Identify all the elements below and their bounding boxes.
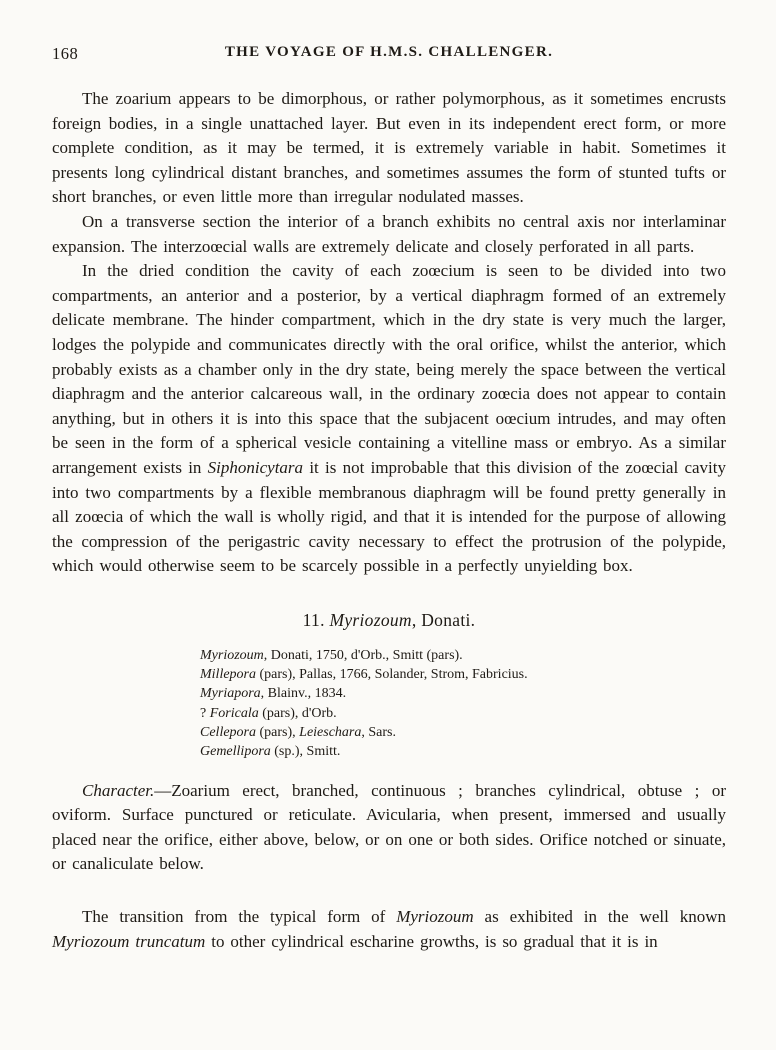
section-heading-myriozoum: 11. Myriozoum, Donati.	[302, 609, 476, 630]
synonymy-line: Myriapora, Blainv., 1834.	[200, 686, 347, 702]
paragraph-zoarium-dimorphous: The zoarium appears to be dimorphous, or rather polymorphous, as it sometimes encrusts foreign bodies, in a single unattached layer. But even in its independent erect form, or more complete condition, as it may be termed, it is extremely variable in habit. Sometimes it presents long cylindrical distant branches, and sometimes assumes the form of stunted tufts or short branches, or even little more than irregular nodulated masses.	[52, 89, 726, 207]
synonymy-list	[200, 646, 726, 762]
page-header	[52, 44, 726, 66]
synonymy-line: ? Foricala (pars), d'Orb.	[200, 705, 337, 721]
synonymy-line: Millepora (pars), Pallas, 1766, Solander, Strom, Fabricius.	[200, 667, 528, 683]
page-body	[52, 87, 726, 954]
page-number: 168	[52, 44, 79, 63]
synonymy-line: Myriozoum, Donati, 1750, d'Orb., Smitt (pars).	[200, 647, 463, 663]
synonymy-line: Cellepora (pars), Leieschara, Sars.	[200, 725, 396, 741]
paragraph-character: Character.—Zoarium erect, branched, continuous ; branches cylindrical, obtuse ; or oviform. Surface punctured or reticulate. Avicularia, when present, immersed and usually placed near the orifice, either above, below, or on one or both sides. Orifice notched or sinuate, or canaliculate below.	[52, 780, 726, 874]
paragraph-transverse-section: On a transverse section the interior of a branch exhibits no central axis nor interlaminar expansion. The interzoœcial walls are extremely delicate and closely perforated in all parts.	[52, 211, 726, 256]
synonymy-line: Gemellipora (sp.), Smitt.	[200, 744, 341, 760]
paragraph-transition: The transition from the typical form of Myriozoum as exhibited in the well known Myriozoum truncatum to other cylindrical escharine growths, is so gradual that it is in	[52, 907, 726, 951]
running-title: THE VOYAGE OF H.M.S. CHALLENGER.	[224, 44, 554, 60]
paragraph-dried-condition: In the dried condition the cavity of each zoœcium is seen to be divided into two compartments, an anterior and a posterior, by a vertical diaphragm formed of an extremely delicate membrane. The hinder compartment, which in the dry state is very much the larger, lodges the polypide and communicates directly with the oral orifice, whilst the anterior, which probably exists as a chamber only in the dry state, being merely the space between the vertical diaphragm and the anterior calcareous wall, in the ordinary zoœcia does not appear to contain anything, but in others it is into this space that the subjacent oœcium intrudes, and may often be seen in the form of a spherical vesicle containing a vitelline mass or embryo. As a similar arrangement exists in Siphonicytara it is not improbable that this division of the zoœcial cavity into two compartments by a flexible membranous diaphragm will be found pretty generally in all zoœcia of which the wall is wholly rigid, and that it is intended for the purpose of allowing the compression of the perigastric cavity necessary to effect the protrusion of the polypide, which would otherwise seem to be scarcely possible in a perfectly unyielding box.	[52, 261, 726, 576]
